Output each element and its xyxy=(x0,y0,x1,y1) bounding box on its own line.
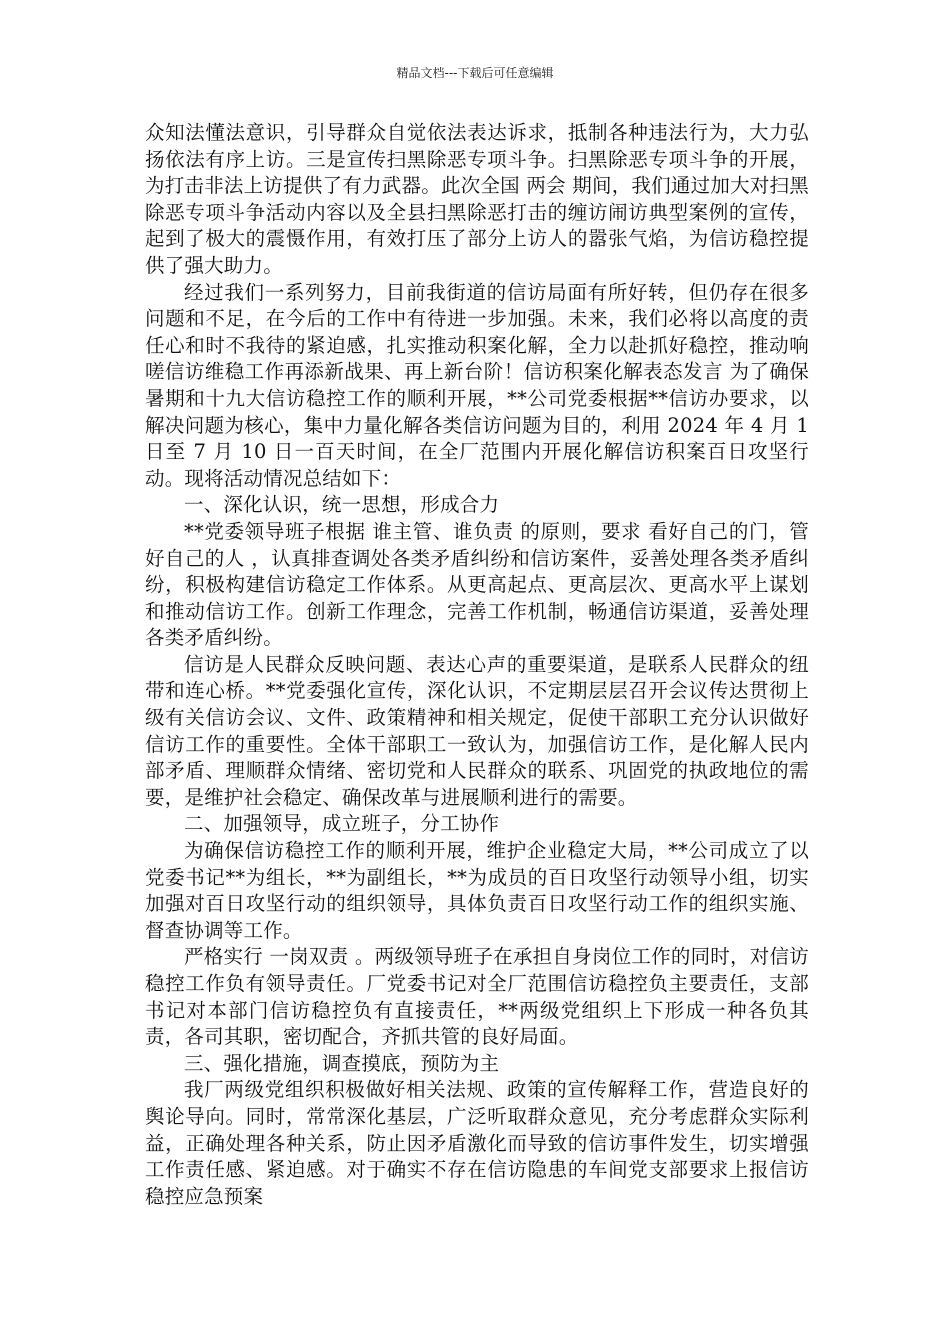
document-body xyxy=(145,120,809,1210)
paragraph-petition-importance: 信访是人民群众反映问题、表达心声的重要渠道，是联系人民群众的纽带和连心桥。**党委强化宣传，深化认识，不定期层层召开会议传达贯彻上级有关信访会议、文件、政策精神和相关规定，促使干部职工充分认识做好信访工作的重要性。全体干部职工一致认为，加强信访工作，是化解人民内部矛盾、理顺群众情绪、密切党和人民群众的联系、巩固党的执政地位的需要，是维护社会稳定、确保改革与进展顺利进行的需要。 xyxy=(145,652,809,809)
section-heading-3: 三、强化措施，调查摸底，预防为主 xyxy=(184,1051,500,1075)
page-header: 精品文档---下载后可任意编辑 xyxy=(396,66,554,80)
section-heading-2: 二、加强领导，成立班子，分工协作 xyxy=(184,812,500,836)
paragraph-continuation: 众知法懂法意识，引导群众自觉依法表达诉求，抵制各种违法行为，大力弘扬依法有序上访。三是宣传扫黑除恶专项斗争。扫黑除恶专项斗争的开展，为打击非法上访提供了有力武器。此次全国 两会 期间，我们通过加大对扫黑除恶专项斗争活动内容以及全县扫黑除恶打击的缠访闹访典型案例的宣传，起到了极大的震慑作用，有效打压了部分上访人的嚣张气焰，为信访稳控提供了强大助力。 xyxy=(145,121,809,277)
paragraph-measures: 我厂两级党组织积极做好相关法规、政策的宣传解释工作，营造良好的舆论导向。同时，常常深化基层，广泛听取群众意见，充分考虑群众实际利益，正确处理各种关系，防止因矛盾激化而导致的信访事件发生，切实增强工作责任感、紧迫感。对于确实不存在信访隐患的车间党支部要求上报信访稳控应急预案 xyxy=(145,1078,809,1208)
section-heading-1: 一、深化认识，统一思想，形成合力 xyxy=(184,493,500,517)
paragraph-leadership-group: 为确保信访稳控工作的顺利开展，维护企业稳定大局，**公司成立了以党委书记**为组长，**为副组长，**为成员的百日攻坚行动领导小组，切实加强对百日攻坚行动的组织领导，具体负责百日攻坚行动工作的组织实施、督查协调等工作。 xyxy=(145,839,809,942)
paragraph-summary: 经过我们一系列努力，目前我街道的信访局面有所好转，但仍存在很多问题和不足，在今后的工作中有待进一步加强。未来，我们必将以高度的责任心和时不我待的紧迫感，扎实推动积案化解，全力以赴抓好稳控，推动响嗟信访维稳工作再添新战果、再上新台阶！信访积案化解表态发言 为了确保暑期和十九大信访稳控工作的顺利开展，**公司党委根据**信访办要求，以解决问题为核心，集中力量化解各类信访问题为目的，利用 2024 年 4 月 1 日至 7 月 10 日一百天时间，在全厂范围内开展化解信访积案百日攻坚行动。现将活动情况总结如下： xyxy=(145,280,809,490)
paragraph-dual-responsibility: 严格实行 一岗双责 。两级领导班子在承担自身岗位工作的同时，对信访稳控工作负有领导责任。厂党委书记对全厂范围信访稳控负主要责任，支部书记对本部门信访稳控负有直接责任，**两级党组织上下形成一种各负其责，各司其职，密切配合，齐抓共管的良好局面。 xyxy=(145,945,809,1049)
paragraph-party-committee: **党委领导班子根据 谁主管、谁负责 的原则，要求 看好自己的门，管好自己的人 ，认真排查调处各类矛盾纠纷和信访案件，妥善处理各类矛盾纠纷，积极构建信访稳定工作体系。从更高起点、更高层次、更高水平上谋划和推动信访工作。创新工作理念，完善工作机制，畅通信访渠道，妥善处理各类矛盾纠纷。 xyxy=(145,519,809,650)
